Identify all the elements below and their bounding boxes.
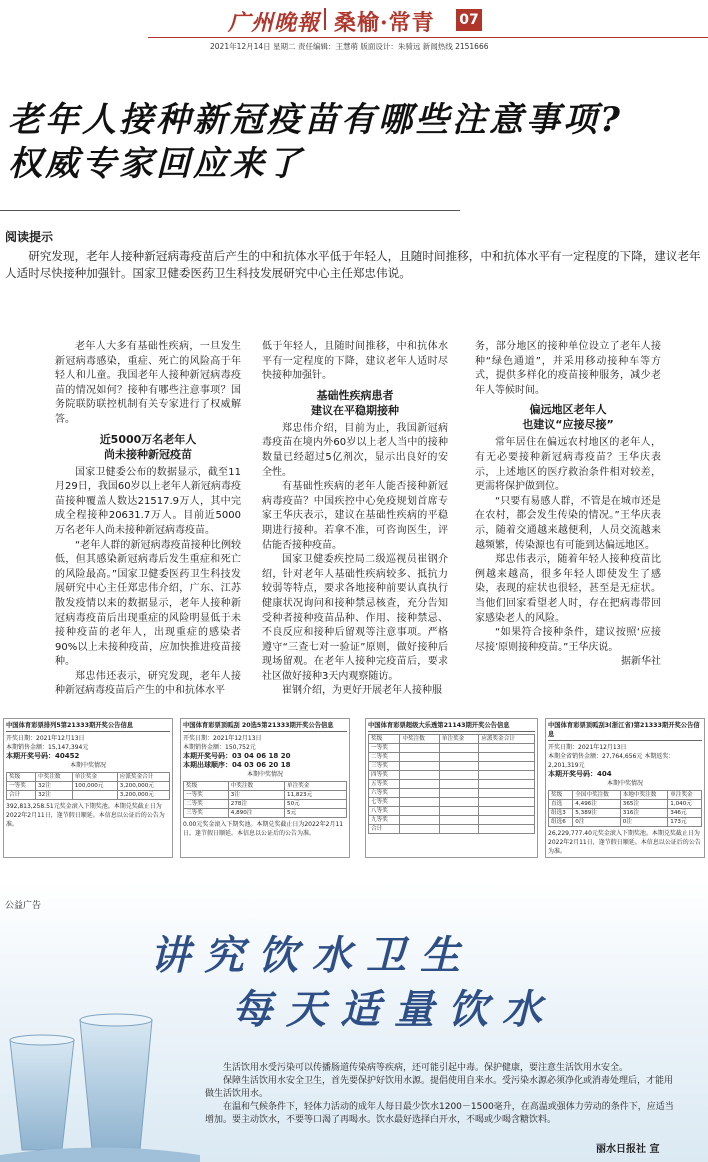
table-cell: 一等奖 — [184, 791, 229, 800]
table-header: 中奖注数 — [36, 773, 73, 782]
table-cell: 组选6 — [549, 818, 573, 827]
table-header: 奖级 — [549, 791, 573, 800]
table-header: 中奖注数 — [228, 782, 284, 791]
paragraph: 国家卫健委疾控局二级巡视员崔钢介绍，针对老年人基础性疾病较多、抵抗力较弱等特点，要求各地接种前要认真执行健康状况询问和接种禁忌核查，充分告知受种者接种疫苗品种、作用、接种禁忌、不良反应和接种后留观等注意事项。严格遵守“三查七对一验证”原则，做好接种后现场留观。在老年人接种完疫苗后，要求社区做好接种3天内观察随访。 — [262, 554, 448, 682]
article-column-2 — [262, 340, 448, 699]
lottery-subtitle: 本期中奖情况 — [606, 780, 643, 787]
headline-line-2: 权威专家回应来了 — [8, 144, 304, 184]
table-cell: 3注 — [228, 791, 284, 800]
lottery-table — [183, 781, 347, 818]
table-cell: 组选3 — [549, 809, 573, 818]
lottery-title: 中国体育彩票排列5第21333期开奖公告信息 — [6, 721, 170, 732]
lottery-table — [6, 772, 170, 800]
paper-name-logo: 广州晚報 — [228, 10, 321, 36]
table-cell: 0注 — [573, 818, 620, 827]
table-header: 应派奖金合计 — [117, 773, 169, 782]
subheading-line: 近5000万名老年人 — [99, 432, 197, 446]
table-header: 应派奖金合计 — [479, 735, 535, 744]
ad-tag: 公益广告 — [5, 901, 42, 911]
subheading-line: 也建议“应接尽接” — [522, 418, 614, 432]
table-header: 本地中奖注数 — [620, 791, 667, 800]
table-header: 奖级 — [369, 735, 400, 744]
table-cell: 合计 — [7, 791, 36, 800]
table-cell: 七等奖 — [369, 798, 400, 807]
ad-signature: 丽水日报社 宣 — [596, 1144, 660, 1155]
table-header: 单注奖金 — [439, 735, 478, 744]
table-cell: 九等奖 — [369, 816, 400, 825]
lottery-table — [368, 734, 535, 834]
table-cell: 11,823元 — [285, 791, 347, 800]
lottery-footnote: 26,229,777.40元奖金滚入下期奖池。本期兑奖截止日为2022年2月11日，逢节假日顺延。本信息以公证后的公告为准。 — [548, 830, 701, 855]
paragraph: 国家卫健委公布的数据显示，截至11月29日，我国60岁以上老年人新冠病毒疫苗接种覆盖人数达21517.9万人，其中完成全程接种20631.7万人。目前近5000万名老年人尚未接种新冠病毒疫苗。 — [55, 466, 241, 536]
table-cell: 直选 — [549, 800, 573, 809]
paragraph: 郑忠伟表示，随着年轻人接种疫苗比例越来越高，很多年轻人即使发生了感染，表现的症状也很轻，甚至是无症状。当他们回家看望老人时，存在把病毒带回家感染老人的风险。 — [475, 554, 661, 624]
table-cell: 5元 — [285, 809, 347, 818]
table-cell: 四等奖 — [369, 771, 400, 780]
table-cell: 100,000元 — [72, 782, 117, 791]
lottery-footnote: 0.00元奖金滚入下期奖池。本期兑奖截止日为2022年2月11日，逢节假日顺延。本信息以公证后的公告为准。 — [183, 821, 344, 837]
table-cell: 五等奖 — [369, 780, 400, 789]
table-cell: 三等奖 — [369, 762, 400, 771]
ad-paragraph: 在温和气候条件下，轻体力活动的成年人每日最少饮水1200－1500毫升，在高温或强体力劳动的条件下，应适当增加。要主动饮水，不要等口渴了再喝水。饮水最好选择白开水，不喝或少喝含糖饮料。 — [205, 1102, 674, 1125]
page-number-badge: 07 — [456, 9, 482, 31]
lottery-draw-order: 本期出球顺序：04 03 06 20 18 — [183, 761, 291, 769]
lottery-sales: 本期销售金额：150,752元 — [183, 744, 256, 751]
table-header: 单注奖金 — [285, 782, 347, 791]
lottery-table — [548, 790, 702, 827]
article-column-3 — [475, 340, 661, 670]
table-cell: 50元 — [285, 800, 347, 809]
table-cell: 三等奖 — [184, 809, 229, 818]
lottery-title: 中国体育彩票顶呱刮 20选5第21333期开奖公告信息 — [183, 721, 347, 732]
table-cell: 365注 — [620, 800, 667, 809]
subheading — [55, 432, 241, 462]
lottery-title: 中国体育彩票超级大乐透第21143期开奖公告信息 — [368, 721, 535, 732]
article-column-1 — [55, 340, 241, 699]
paragraph: 崔钢介绍，为更好开展老年人接种服 — [282, 685, 442, 697]
table-cell: 32注 — [36, 782, 73, 791]
lottery-notice-pl5 — [3, 718, 173, 858]
subheading-line: 尚未接种新冠疫苗 — [104, 447, 192, 461]
table-cell: 二等奖 — [184, 800, 229, 809]
table-cell: 278注 — [228, 800, 284, 809]
lottery-numbers: 本期开奖号码：03 04 06 18 20 — [183, 752, 291, 760]
subheading — [475, 402, 661, 432]
subheading — [262, 388, 448, 418]
table-cell: 173元 — [668, 818, 702, 827]
lottery-subtitle: 本期中奖情况 — [246, 771, 283, 778]
paragraph: 老年人大多有基础性疾病，一旦发生新冠病毒感染，重症、死亡的风险高于年轻人和儿童。我国老年人接种新冠病毒疫苗的情况如何？接种有哪些注意事项？国务院联防联控机制有关专家进行了权威解答。 — [55, 341, 241, 425]
table-cell: 32注 — [36, 791, 73, 800]
lottery-numbers: 本期开奖号码：40452 — [6, 752, 80, 760]
table-cell: 合计 — [369, 825, 400, 834]
subheading-line: 建议在平稳期接种 — [311, 403, 399, 417]
lottery-sales: 本期全省销售金额：27,764,656元 本期返奖：2,201,319元 — [548, 753, 675, 769]
subheading-line: 偏远地区老年人 — [529, 403, 607, 417]
masthead-rule — [148, 37, 708, 38]
ad-heading-1: 讲究饮水卫生 — [150, 932, 474, 979]
table-header: 全国中奖注数 — [573, 791, 620, 800]
paragraph: 有基础性疾病的老年人能否接种新冠病毒疫苗？中国疾控中心免疫规划首席专家王华庆表示，建议在基础性疾病的平稳期进行接种。若拿不准，可咨询医生，评估能否接种疫苗。 — [262, 481, 448, 551]
table-header: 中奖注数 — [400, 735, 439, 744]
table-cell: 3,200,000元 — [117, 791, 169, 800]
masthead-info: 2021年12月14日 星期二 责任编辑：王慧萌 版面设计：朱骑远 新闻热线 2151666 — [210, 42, 489, 51]
table-cell: 六等奖 — [369, 789, 400, 798]
table-cell: 0注 — [620, 818, 667, 827]
lottery-title: 中国体育彩票顶呱刮3(浙江省)第21333期开奖公告信息 — [548, 721, 702, 741]
paragraph: 郑忠伟还表示，研究发现，老年人接种新冠病毒疫苗后产生的中和抗体水平 — [55, 670, 241, 697]
table-cell: 4,890注 — [228, 809, 284, 818]
masthead — [0, 0, 708, 52]
lottery-date: 开奖日期：2021年12月13日 — [183, 735, 262, 742]
headline-line-1: 老年人接种新冠疫苗有哪些注意事项? — [8, 100, 623, 140]
masthead-divider — [324, 8, 326, 30]
ad-body-text — [205, 1062, 675, 1127]
table-cell: 1,040元 — [668, 800, 702, 809]
table-header: 奖级 — [7, 773, 36, 782]
paragraph: “只要有易感人群，不管是在城市还是在农村，都会发生传染的情况。”王华庆表示，随着交通越来越便利，人员交流越来越频繁，传染源也有可能到达偏远地区。 — [475, 495, 661, 551]
table-cell: 316注 — [620, 809, 667, 818]
table-cell: 346元 — [668, 809, 702, 818]
lottery-notice-p3 — [545, 718, 705, 858]
digest-label: 阅读提示 — [5, 230, 54, 244]
paragraph: 低于年轻人，且随时间推移，中和抗体水平有一定程度的下降，建议老年人适时尽快接种加强针。 — [262, 341, 448, 382]
table-cell: 3,200,000元 — [117, 782, 169, 791]
table-header: 单注奖金 — [668, 791, 702, 800]
table-cell: 4,496注 — [573, 800, 620, 809]
table-header: 单注奖金 — [72, 773, 117, 782]
lottery-date: 开奖日期：2021年12月13日 — [548, 744, 627, 751]
table-cell: 一等奖 — [7, 782, 36, 791]
ad-paragraph: 保障生活饮用水安全卫生，首先要保护好饮用水源。提倡使用自来水。受污染水源必须净化或消毒处理后，才能用做生活饮用水。 — [205, 1076, 674, 1099]
table-cell: 5,389注 — [573, 809, 620, 818]
lottery-date: 开奖日期：2021年12月13日 — [6, 735, 85, 742]
headline-rule — [0, 210, 460, 211]
lottery-notice-daletou — [365, 718, 538, 858]
paragraph: 常年居住在偏远农村地区的老年人，有无必要接种新冠病毒疫苗？王华庆表示，上述地区的医疗救治条件相对较差，更需将保护做到位。 — [475, 437, 661, 493]
lottery-sales: 本期销售金额：15,147,394元 — [6, 744, 89, 751]
table-cell: 八等奖 — [369, 807, 400, 816]
table-cell — [72, 791, 117, 800]
table-header: 奖级 — [184, 782, 229, 791]
lottery-footnote: 392,813,258.51元奖金滚入下期奖池。本期兑奖截止日为2022年2月11日，逢节假日顺延。本信息以公证后的公告为准。 — [6, 803, 165, 828]
ad-paragraph: 生活饮用水受污染可以传播肠道传染病等疾病，还可能引起中毒。保护健康，要注意生活饮用水安全。 — [223, 1063, 629, 1073]
subheading-line: 基础性疾病患者 — [316, 388, 394, 402]
section-title: 桑榆·常青 — [334, 10, 435, 36]
paragraph: “老年人群的新冠病毒疫苗接种比例较低，但其感染新冠病毒后发生重症和死亡的风险最高。”国家卫健委医药卫生科技发展研究中心主任郑忠伟介绍，广东、江苏散发疫情以来的数据显示，老年人接种新冠病毒疫苗后出现重症的风险明显低于未接种疫苗的老年人，出现重症的感染者90%以上未接种疫苗，应加快推进疫苗接种。 — [55, 539, 241, 668]
article-body — [55, 340, 685, 708]
digest-text: 研究发现，老年人接种新冠病毒疫苗后产生的中和抗体水平低于年轻人，且随时间推移，中和抗体水平有一定程度的下降，建议老年人适时尽快接种加强针。国家卫健委医药卫生科技发展研究中心主任郑忠伟说。 — [5, 249, 701, 280]
table-cell: 二等奖 — [369, 753, 400, 762]
paragraph: 务，部分地区的接种单位设立了老年人接种“绿色通道”，并采用移动接种车等方式，提供多样化的疫苗接种服务，减少老年人等候时间。 — [475, 341, 661, 396]
paragraph: 郑忠伟介绍，目前为止，我国新冠病毒疫苗在境内外60岁以上老人当中的接种数量已经超过5亿剂次，显示出良好的安全性。 — [262, 422, 448, 478]
lottery-notice-20x5 — [180, 718, 350, 858]
lottery-subtitle: 本期中奖情况 — [69, 762, 106, 769]
byline: 据新华社 — [621, 656, 661, 668]
table-cell: 一等奖 — [369, 744, 400, 753]
water-glasses-illustration — [0, 1000, 200, 1162]
lottery-numbers: 本期开奖号码：404 — [548, 770, 612, 778]
paragraph: “如果符合接种条件，建议按照‘应接尽接’原则接种疫苗。”王华庆说。 — [475, 627, 661, 653]
ad-heading-2: 每天适量饮水 — [232, 986, 556, 1033]
